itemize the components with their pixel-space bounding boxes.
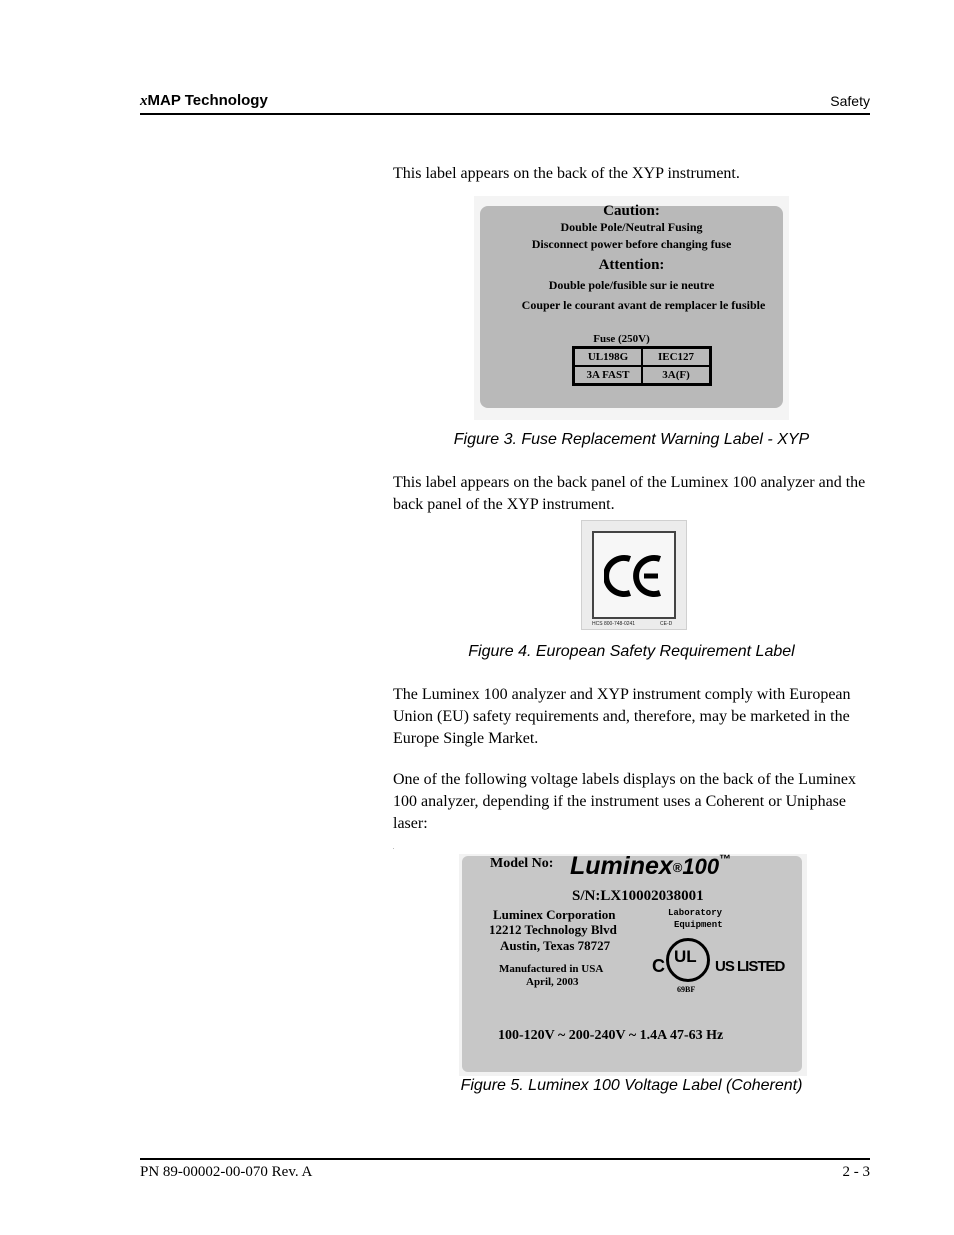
fuse-warning-label-image xyxy=(474,196,789,420)
document-title xyxy=(140,92,268,110)
ul-c-mark: C xyxy=(652,956,665,976)
attention-heading: Attention: xyxy=(598,257,665,273)
part-number: PN 89-00002-00-070 Rev. A xyxy=(140,1164,313,1180)
fuse-spec-row xyxy=(574,366,711,385)
caution-line-2: Disconnect power before changing fuse xyxy=(531,237,732,251)
caution-line-1: Double Pole/Neutral Fusing xyxy=(560,220,703,234)
luminex-voltage-label-image xyxy=(459,854,807,1076)
luminex-brand xyxy=(570,852,731,881)
lab-equipment-line-1: Laboratory xyxy=(668,908,723,918)
fuse-spec-table xyxy=(572,346,712,386)
section-name: Safety xyxy=(830,93,870,109)
fuse-spec-row xyxy=(574,348,711,367)
fuse-spec-cell: IEC127 xyxy=(642,348,711,367)
ce-code-right: CE-D xyxy=(660,621,673,627)
page-footer xyxy=(140,1158,870,1180)
ce-label-image xyxy=(581,520,687,630)
fuse-label-plate xyxy=(480,203,783,408)
manufactured-line-1: Manufactured in USA xyxy=(499,963,604,975)
serial-number: S/N:LX10002038001 xyxy=(572,888,704,904)
page-number: 2 - 3 xyxy=(842,1164,870,1180)
company-city: Austin, Texas 78727 xyxy=(500,938,611,953)
ul-code: 69BF xyxy=(677,985,696,994)
caution-heading: Caution: xyxy=(603,203,660,219)
figure-3-caption: Figure 3. Fuse Replacement Warning Label - XYP xyxy=(453,431,810,448)
paragraph-voltage-label-intro: One of the following voltage labels displays on the back of the Luminex 100 analyzer, depending if the instrument uses a Coherent or Uniphase laser: xyxy=(393,771,856,832)
ce-mark-icon xyxy=(604,553,666,599)
brand-name: Luminex xyxy=(570,852,673,880)
ce-code-left: HCS 800-748-0241 xyxy=(592,621,636,627)
attention-line-1: Double pole/fusible sur ie neutre xyxy=(548,278,715,292)
fuse-spec-cell: 3A(F) xyxy=(642,366,711,385)
paragraph-eu-compliance: The Luminex 100 analyzer and XYP instrument comply with European Union (EU) safety requirements and, therefore, may be marketed in the Europe Single Market. xyxy=(393,686,851,747)
paragraph-ce-label-intro: This label appears on the back panel of the Luminex 100 analyzer and the back panel of the XYP instrument. xyxy=(393,474,866,513)
title-prefix: x xyxy=(140,93,148,109)
brand-model: 100 xyxy=(682,854,720,879)
figure-4-caption: Figure 4. European Safety Requirement Label xyxy=(468,643,795,660)
page-header xyxy=(140,91,870,115)
trademark-mark: ™ xyxy=(719,852,732,866)
lab-equipment-line-2: Equipment xyxy=(674,920,723,930)
figure-5-caption: Figure 5. Luminex 100 Voltage Label (Coherent) xyxy=(460,1077,803,1094)
fuse-spec-cell: UL198G xyxy=(574,348,643,367)
ce-label-frame xyxy=(592,531,676,619)
ul-us-listed: US LISTED xyxy=(715,958,785,975)
company-name: Luminex Corporation xyxy=(493,907,616,922)
luminex-label-plate xyxy=(462,852,802,1072)
title-rest: MAP Technology xyxy=(147,92,268,109)
registered-mark: ® xyxy=(672,859,683,875)
manufactured-line-2: April, 2003 xyxy=(526,976,579,988)
voltage-rating: 100-120V ~ 200-240V ~ 1.4A 47-63 Hz xyxy=(498,1028,724,1043)
paragraph-fuse-label-intro: This label appears on the back of the XYP instrument. xyxy=(393,165,740,182)
ul-mark: UL xyxy=(674,947,697,966)
model-no-label: Model No: xyxy=(490,856,554,871)
company-street: 12212 Technology Blvd xyxy=(489,922,617,937)
fuse-rating: Fuse (250V) xyxy=(593,333,650,345)
scan-artifact xyxy=(393,848,394,849)
fuse-spec-cell: 3A FAST xyxy=(574,366,643,385)
attention-line-2: Couper le courant avant de remplacer le fusible xyxy=(521,298,766,312)
